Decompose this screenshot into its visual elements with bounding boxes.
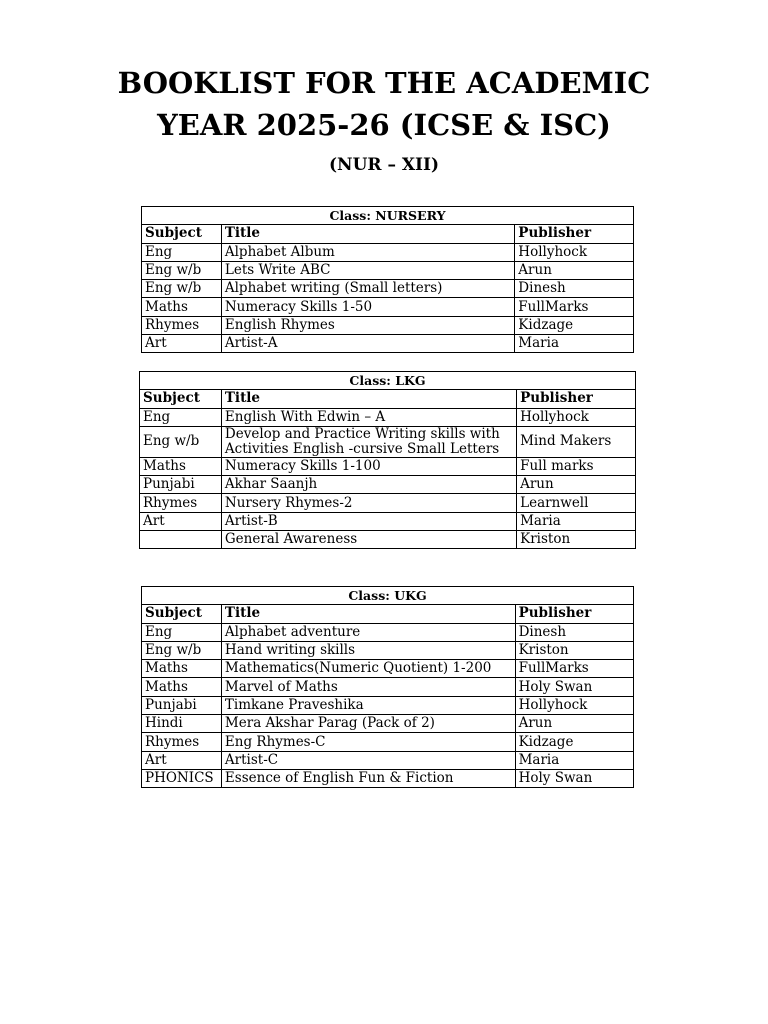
class-caption: Class: UKG — [142, 587, 634, 605]
title-cell: Alphabet writing (Small letters) — [221, 280, 514, 298]
table-header-row — [140, 390, 636, 408]
title-cell: Akhar Saanjh — [221, 476, 516, 494]
subject-cell: Eng — [142, 243, 222, 261]
document-title — [0, 62, 768, 146]
table-header-row — [142, 605, 634, 623]
publisher-cell: Hollyhock — [515, 243, 634, 261]
title-cell: Numeracy Skills 1-50 — [221, 298, 514, 316]
publisher-cell: Holy Swan — [515, 769, 633, 787]
title-header: Title — [221, 605, 515, 623]
title-cell: Artist-B — [221, 512, 516, 530]
publisher-header: Publisher — [515, 605, 633, 623]
publisher-cell: Kriston — [515, 641, 633, 659]
publisher-cell: Maria — [517, 512, 636, 530]
publisher-cell: Maria — [515, 751, 633, 769]
document-subtitle: (NUR – XII) — [328, 155, 439, 175]
subject-cell: Eng w/b — [140, 426, 222, 457]
table-header-row — [142, 225, 634, 243]
table-caption-row — [142, 587, 634, 605]
document-title-line-1: BOOKLIST FOR THE ACADEMIC — [117, 66, 651, 100]
title-cell: Mera Akshar Parag (Pack of 2) — [221, 715, 515, 733]
booklist-table-nursery — [141, 206, 634, 353]
booklist-table-ukg — [141, 586, 634, 788]
table-caption-row — [140, 372, 636, 390]
title-cell: Essence of English Fun & Fiction — [221, 769, 515, 787]
table-row — [142, 696, 634, 714]
subject-cell: Punjabi — [142, 696, 222, 714]
table-row — [142, 715, 634, 733]
subject-cell: PHONICS — [142, 769, 222, 787]
document-title-line-2: YEAR 2025-26 (ICSE & ISC) — [157, 108, 611, 142]
publisher-cell: Kidzage — [515, 316, 634, 334]
title-cell: Nursery Rhymes-2 — [221, 494, 516, 512]
publisher-cell: Full marks — [517, 457, 636, 475]
subject-cell: Maths — [142, 660, 222, 678]
table-row — [142, 733, 634, 751]
subject-cell: Rhymes — [142, 316, 222, 334]
class-caption: Class: NURSERY — [142, 207, 634, 225]
subject-cell — [140, 531, 222, 549]
title-header: Title — [221, 225, 514, 243]
table-row — [140, 426, 636, 457]
title-cell: Hand writing skills — [221, 641, 515, 659]
subject-cell: Rhymes — [142, 733, 222, 751]
table-row — [142, 769, 634, 787]
publisher-cell: Mind Makers — [517, 426, 636, 457]
subject-cell: Eng w/b — [142, 261, 222, 279]
subject-cell: Eng w/b — [142, 641, 222, 659]
title-cell: Marvel of Maths — [221, 678, 515, 696]
table-row — [142, 335, 634, 353]
title-cell: Timkane Praveshika — [221, 696, 515, 714]
publisher-cell: Holy Swan — [515, 678, 633, 696]
subject-header: Subject — [142, 225, 222, 243]
title-cell: Artist-C — [221, 751, 515, 769]
table-row — [140, 512, 636, 530]
publisher-header: Publisher — [517, 390, 636, 408]
publisher-cell: Hollyhock — [517, 408, 636, 426]
title-cell: Mathematics(Numeric Quotient) 1-200 — [221, 660, 515, 678]
publisher-cell: Arun — [517, 476, 636, 494]
table-row — [142, 316, 634, 334]
title-cell: Eng Rhymes-C — [221, 733, 515, 751]
title-header: Title — [221, 390, 516, 408]
booklist-table-lkg — [139, 371, 636, 549]
title-cell: Lets Write ABC — [221, 261, 514, 279]
publisher-cell: Arun — [515, 261, 634, 279]
publisher-cell: Arun — [515, 715, 633, 733]
subject-cell: Eng w/b — [142, 280, 222, 298]
subject-cell: Eng — [140, 408, 222, 426]
title-cell: Numeracy Skills 1-100 — [221, 457, 516, 475]
publisher-cell: FullMarks — [515, 660, 633, 678]
publisher-cell: Learnwell — [517, 494, 636, 512]
title-cell: Artist-A — [221, 335, 514, 353]
subject-cell: Maths — [142, 298, 222, 316]
table-row — [142, 641, 634, 659]
subject-header: Subject — [140, 390, 222, 408]
subject-cell: Art — [142, 335, 222, 353]
subject-cell: Maths — [140, 457, 222, 475]
table-row — [142, 623, 634, 641]
publisher-header: Publisher — [515, 225, 634, 243]
publisher-cell: Kriston — [517, 531, 636, 549]
publisher-cell: Dinesh — [515, 280, 634, 298]
publisher-cell: Maria — [515, 335, 634, 353]
publisher-cell: Hollyhock — [515, 696, 633, 714]
title-cell: English Rhymes — [221, 316, 514, 334]
table-row — [140, 531, 636, 549]
table-row — [142, 678, 634, 696]
table-row — [142, 261, 634, 279]
subject-cell: Rhymes — [140, 494, 222, 512]
subject-cell: Hindi — [142, 715, 222, 733]
table-row — [142, 243, 634, 261]
title-cell: Alphabet Album — [221, 243, 514, 261]
subject-cell: Eng — [142, 623, 222, 641]
title-cell: Alphabet adventure — [221, 623, 515, 641]
title-cell: General Awareness — [221, 531, 516, 549]
table-row — [142, 751, 634, 769]
table-row — [140, 476, 636, 494]
subject-cell: Art — [140, 512, 222, 530]
subject-cell: Maths — [142, 678, 222, 696]
subject-cell: Art — [142, 751, 222, 769]
table-row — [140, 457, 636, 475]
publisher-cell: Dinesh — [515, 623, 633, 641]
table-row — [142, 280, 634, 298]
title-cell: Develop and Practice Writing skills with Activities English -cursive Small Letters — [221, 426, 516, 457]
table-row — [140, 408, 636, 426]
subject-header: Subject — [142, 605, 222, 623]
table-row — [142, 298, 634, 316]
class-caption: Class: LKG — [140, 372, 636, 390]
subject-cell: Punjabi — [140, 476, 222, 494]
title-cell: English With Edwin – A — [221, 408, 516, 426]
table-caption-row — [142, 207, 634, 225]
publisher-cell: Kidzage — [515, 733, 633, 751]
table-row — [140, 494, 636, 512]
table-row — [142, 660, 634, 678]
publisher-cell: FullMarks — [515, 298, 634, 316]
